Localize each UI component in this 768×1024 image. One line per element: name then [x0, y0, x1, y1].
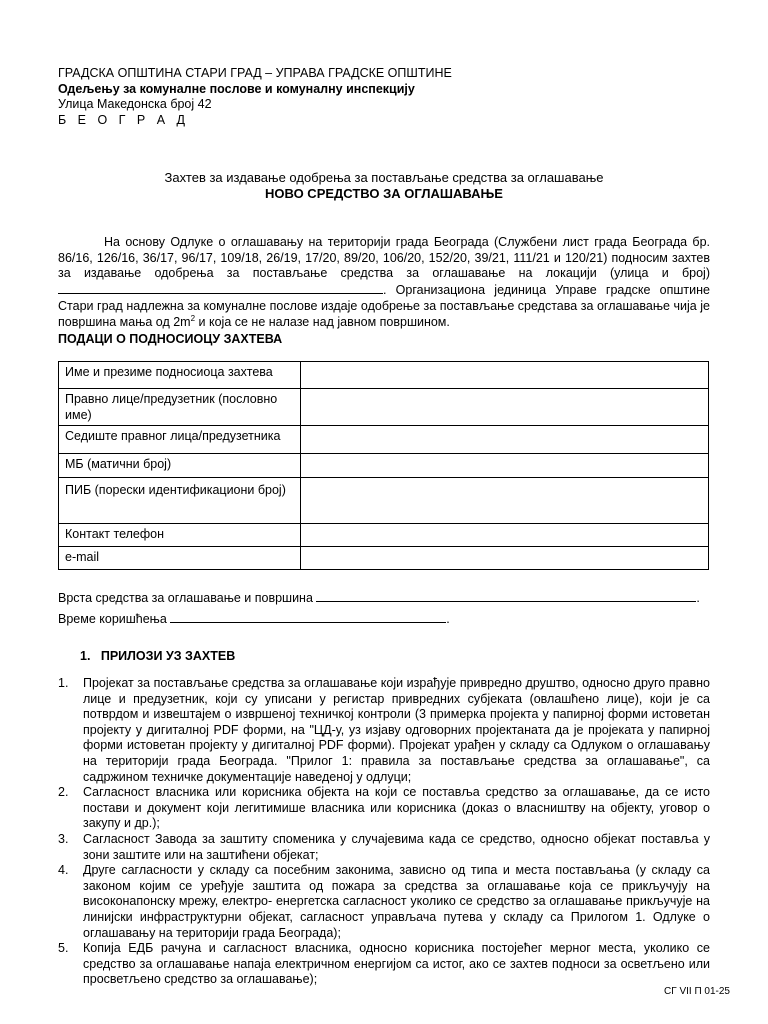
row-label: Контакт телефон — [59, 524, 301, 547]
business-name-field[interactable] — [301, 389, 709, 426]
item-text: Копија ЕДБ рачуна и сагласност власника, односно корисника постојећег мерног места, уколико се средство за оглашавање напаја електричном енергијом са истог, ако се захтев подноси за осветљено или просветљено средство за оглашавање); — [83, 941, 710, 987]
ad-type-input-line[interactable] — [316, 590, 696, 602]
list-item — [58, 941, 710, 988]
item-number: 5. — [58, 941, 69, 956]
item-text: Сагласност власника или корисника објекта на који се поставља средство за оглашавање, да се исто постави и документ који легитимише власника или корисника (доказ о власништву на објекту, уговор о закупу и др.); — [83, 785, 710, 831]
attachments-heading — [80, 649, 235, 663]
list-item — [58, 676, 710, 785]
area-unit-superscript: 2 — [190, 313, 196, 323]
list-item — [58, 863, 710, 941]
email-field[interactable] — [301, 547, 709, 570]
item-text: Сагласност Завода за заштиту споменика у случајевима када се средство, односно објекат поставља у зони заштите или на заштићени објекат; — [83, 831, 710, 862]
intro-paragraph — [58, 235, 710, 330]
table-row — [59, 547, 709, 570]
usage-time-line — [58, 611, 450, 626]
applicant-name-field[interactable] — [301, 362, 709, 389]
office-header — [58, 66, 452, 128]
table-row — [59, 362, 709, 389]
form-code: СГ VII П 01-25 — [664, 986, 730, 997]
tax-id-field[interactable] — [301, 478, 709, 524]
attachments-list — [58, 676, 710, 988]
item-number: 1. — [58, 676, 69, 690]
intro-text-part1: На основу Одлуке о оглашавању на територији града Београда (Службени лист града Београда бр. 86/16, 126/16, 36/17, 96/17, 109/18, 26/19, 17/20, 89/20, 106/20, 152/20, 39/21, 111/21 и 120/21) подносим захтев за издавање одобрења за постављање средства за оглашавање на локацији (улица и број) — [58, 235, 710, 281]
row-label: Правно лице/предузетник (пословно име) — [59, 389, 301, 426]
attachments-heading-text: ПРИЛОЗИ УЗ ЗАХТЕВ — [100, 649, 236, 663]
usage-time-label: Време коришћења — [58, 612, 167, 626]
municipality-line: ГРАДСКА ОПШТИНА СТАРИ ГРАД – УПРАВА ГРАДСКЕ ОПШТИНЕ — [58, 66, 452, 80]
row-label: МБ (матични број) — [59, 454, 301, 478]
item-text: Пројекат за постављање средства за оглашавање који израђује привредно друштво, односно друго правно лице и предузетник, који су уписани у регистар привредних субјеката (овлашћено лице), који је са потврдом и извештајем о извршеној техничкој контроли (3 примерка пројекта у папирној форми истоветан пројекту у дигиталној PDF форми, на "ЦД-у, уз изјаву одговорних пројектаната да је пројеката у папирној форми истоветан пројекту у дигиталној PDF форми). Пројекат урађен у складу са Одлуком о оглашавању на територији града Београда. "Прилог 1: правила за постављање средства за оглашавање", са садржином техничке документације наведеној у одлуци; — [83, 676, 710, 784]
city-line: Б Е О Г Р А Д — [58, 112, 190, 127]
location-input-line[interactable] — [58, 282, 383, 294]
table-row — [59, 426, 709, 454]
ad-type-end: . — [696, 591, 700, 605]
row-label: ПИБ (порески идентификациони број) — [59, 478, 301, 524]
row-label: e-mail — [59, 547, 301, 570]
list-item — [58, 785, 710, 832]
intro-text-part3: и која се не налазе над јавном површином. — [195, 314, 450, 329]
department-line: Одељењу за комуналне послове и комуналну инспекцију — [58, 81, 415, 96]
item-number: 3. — [58, 831, 69, 846]
registration-number-field[interactable] — [301, 454, 709, 478]
table-row — [59, 478, 709, 524]
ad-type-label: Врста средства за оглашавање и површина — [58, 591, 313, 605]
attachments-heading-number: 1. — [80, 649, 91, 663]
form-subtitle: Захтев за издавање одобрења за постављање средства за оглашавање — [164, 170, 604, 185]
applicant-section-heading: ПОДАЦИ О ПОДНОСИОЦУ ЗАХТЕВА — [58, 332, 283, 346]
usage-time-end: . — [446, 612, 450, 626]
list-item — [58, 832, 710, 863]
table-row — [59, 389, 709, 426]
form-title: НОВО СРЕДСТВО ЗА ОГЛАШАВАЊЕ — [265, 186, 503, 201]
item-number: 2. — [58, 785, 69, 800]
headquarters-field[interactable] — [301, 426, 709, 454]
row-label: Седиште правног лица/предузетника — [59, 426, 301, 454]
row-label: Име и презиме подносиоца захтева — [59, 362, 301, 389]
item-number: 4. — [58, 863, 69, 878]
table-row — [59, 524, 709, 547]
phone-field[interactable] — [301, 524, 709, 547]
street-address: Улица Македонска број 42 — [58, 97, 212, 111]
usage-time-input-line[interactable] — [170, 611, 446, 623]
ad-type-line — [58, 590, 700, 605]
item-text: Друге сагласности у складу са посебним законима, зависно од типа и места постављања (у складу са законом којим се уређује заштита од пожара за средства за оглашавање која се прикључују на високонапонску мрежу, електро- енергетска сагласност уколико се средство за оглашавање прикључује на линијски инфраструктурни објекат, сагласност управљача путева у складу са Прилогом 1. Одлуке о оглашавању на територији града Београда); — [83, 863, 710, 940]
applicant-data-table — [58, 361, 709, 570]
table-row — [59, 454, 709, 478]
intro-text-part2: . Организациона јединица Управе градске општине Стари град надлежна за комуналне послове издаје одобрење за постављање средстава за оглашавање чија је површина мања од 2m — [58, 283, 710, 329]
